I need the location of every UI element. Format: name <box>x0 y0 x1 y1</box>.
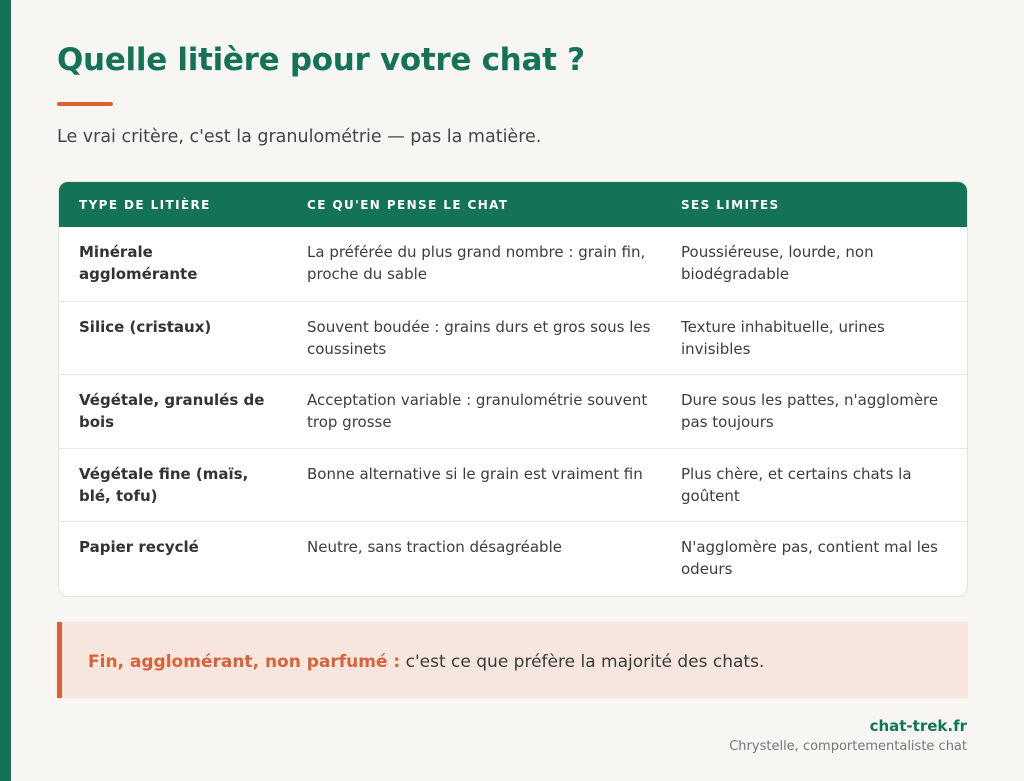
table-body <box>59 227 967 595</box>
table-row <box>59 301 967 375</box>
table-row <box>59 374 967 448</box>
cell-type: Silice (cristaux) <box>79 317 212 336</box>
left-accent-bar <box>0 0 11 781</box>
footer-site: chat-trek.fr <box>869 717 967 735</box>
callout-body: c'est ce que préfère la majorité des chats. <box>400 652 765 672</box>
column-header-opinion: CE QU'EN PENSE LE CHAT <box>307 198 509 212</box>
title-underline <box>57 102 113 106</box>
cell-limits: Plus chère, et certains chats la goûtent <box>681 464 912 505</box>
footer-author: Chrystelle, comportementaliste chat <box>729 739 967 754</box>
cell-limits: Dure sous les pattes, n'agglomère pas toujours <box>681 391 939 431</box>
column-header-type: TYPE DE LITIÈRE <box>79 198 211 212</box>
cell-opinion: Souvent boudée : grains durs et gros sous les coussinets <box>307 317 651 358</box>
cell-opinion: Bonne alternative si le grain est vraiment fin <box>307 464 643 483</box>
table-row <box>59 521 967 595</box>
table-header <box>59 182 967 227</box>
page-title: Quelle litière pour votre chat ? <box>57 42 585 78</box>
cell-type: Minérale agglomérante <box>79 243 198 283</box>
cell-type: Végétale fine (maïs, blé, tofu) <box>79 464 249 505</box>
cell-type: Végétale, granulés de bois <box>79 391 265 431</box>
cell-limits: Poussiéreuse, lourde, non biodégradable <box>681 243 874 283</box>
cell-limits: N'agglomère pas, contient mal les odeurs <box>681 538 938 578</box>
litter-table <box>58 181 968 597</box>
cell-type: Papier recyclé <box>79 538 199 556</box>
page-subtitle: Le vrai critère, c'est la granulométrie — pas la matière. <box>57 127 542 147</box>
callout-highlight: Fin, agglomérant, non parfumé : <box>88 652 401 672</box>
cell-limits: Texture inhabituelle, urines invisibles <box>681 317 885 358</box>
callout-text <box>88 652 764 672</box>
tip-callout <box>57 622 968 698</box>
cell-opinion: La préférée du plus grand nombre : grain fin, proche du sable <box>307 243 646 283</box>
cell-opinion: Neutre, sans traction désagréable <box>307 538 562 556</box>
cell-opinion: Acceptation variable : granulométrie souvent trop grosse <box>307 391 648 431</box>
table-row <box>59 227 967 301</box>
table-row <box>59 448 967 522</box>
column-header-limits: SES LIMITES <box>681 198 780 212</box>
